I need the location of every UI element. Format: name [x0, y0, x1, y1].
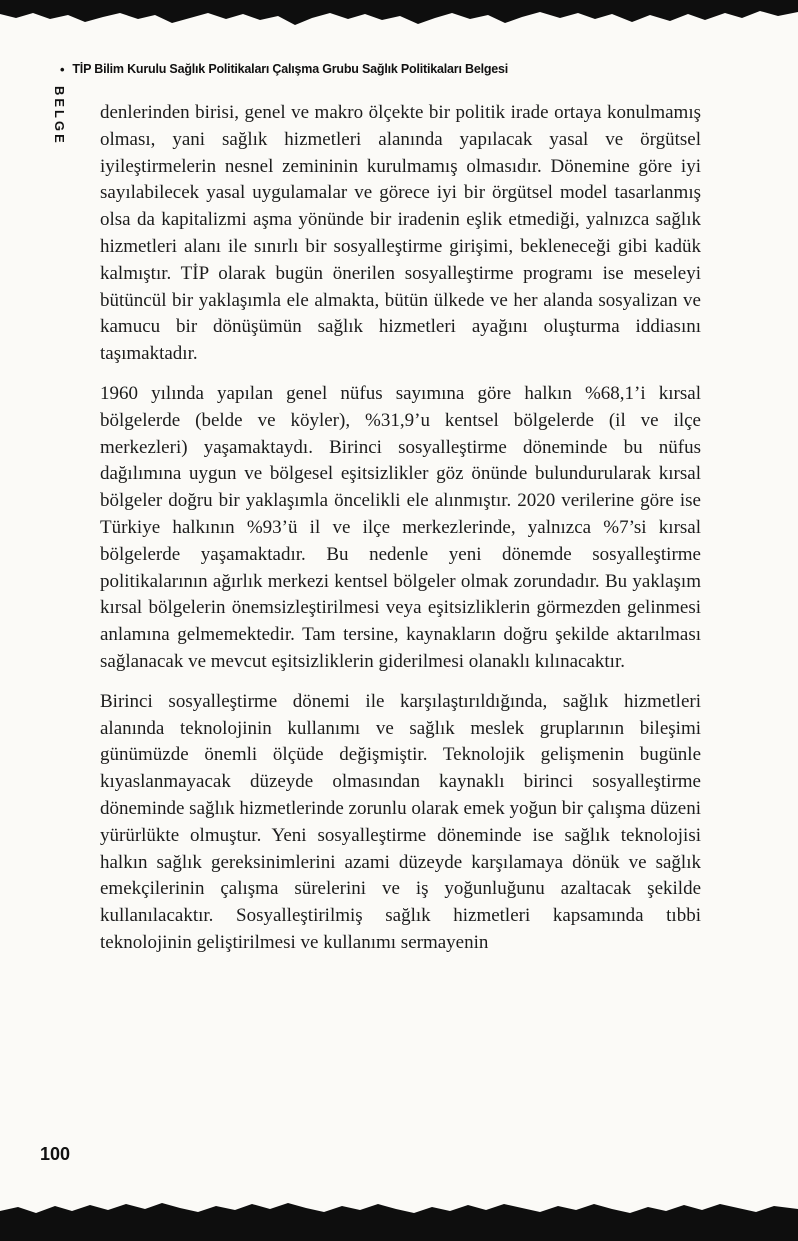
bullet-icon: •: [60, 61, 65, 77]
running-header-text: TİP Bilim Kurulu Sağlık Politikaları Çalışma Grubu Sağlık Politikaları Belgesi: [72, 62, 509, 76]
paragraph-3: Birinci sosyalleştirme dönemi ile karşılaştırıldığında, sağlık hizmetleri alanında teknolojinin kullanımı ve sağlık meslek gruplarının bileşimi günümüzde önemli ölçüde değişmiştir. Teknolojik gelişmenin bugünle kıyaslanmayacak düzeyde olmasından kaynaklı birinci sosyalleştirme döneminde sağlık hizmetlerinde zorunlu olarak emek yoğun bir çalışma düzeni yürürlükte olmuştur. Yeni sosyalleştirme döneminde ise sağlık teknolojisi halkın sağlık gereksinimlerini azami düzeyde karşılamaya dönük ve sağlık emekçilerinin çalışma sürelerini ve iş yoğunluğunu azaltacak şekilde kullanılacaktır. Sosyalleştirilmiş sağlık hizmetleri kapsamında tıbbi teknolojinin geliştirilmesi ve kullanımı sermayenin: [100, 690, 701, 953]
page-number: 100: [40, 1144, 71, 1164]
running-header: [60, 62, 508, 76]
side-label-belge: BELGE: [52, 86, 67, 146]
paragraph-1: denlerinden birisi, genel ve makro ölçekte bir politik irade ortaya konulmamış olması, yani sağlık hizmetleri alanında yapılacak yasal ve örgütsel iyileştirmelerin nesnel zemininin kurulmamış olmasıdır. Dönemine göre iyi sayılabilecek yasal uygulamalar ve görece iyi bir örgütsel model tasarlanmış olsa da kapitalizmi aşma yönünde bir iradenin eşlik etmediği, yalnızca sağlık hizmetleri alanı ile sınırlı bir sosyalleştirme girişimi, bekleneceği gibi kadük kalmıştır. TİP olarak bugün önerilen sosyalleştirme programı ise meseleyi bütüncül bir yaklaşımla ele almakta, bütün ülkede ve her alanda sosyalizan ve kamucu bir dönüşümün sağlık hizmetleri ayağını oluşturma iddiasını taşımaktadır.: [100, 102, 701, 365]
paragraph-2: 1960 yılında yapılan genel nüfus sayımına göre halkın %68,1’i kırsal bölgelerde (belde ve köyler), %31,9’u kentsel bölgelerde (il ve ilçe merkezleri) yaşamaktaydı. Birinci sosyalleştirme döneminde bu nüfus dağılımına uygun ve bölgesel eşitsizlikler göz önünde bulundurularak kırsal bölgeler doğru bir yaklaşımla öncelikli ele alınmıştır. 2020 verilerine göre ise Türkiye halkının %93’ü il ve ilçe merkezlerinde, yalnızca %7’si kırsal bölgelerde yaşamaktadır. Bu nedenle yeni dönemde sosyalleştirme politikalarının ağırlık merkezi kentsel bölgeler olmak zorundadır. Bu yaklaşım kırsal bölgelerin önemsizleştirilmesi veya eşitsizliklerin görmezden gelinmesi anlamına gelmemektedir. Tam tersine, kaynakların doğru şekilde aktarılması sağlanacak ve mevcut eşitsizliklerin giderilmesi olanaklı kılınacaktır.: [100, 382, 701, 672]
top-decoration-bar: [0, 0, 798, 32]
bottom-decoration-bar: [0, 1195, 798, 1241]
body-text-column: [100, 100, 701, 970]
